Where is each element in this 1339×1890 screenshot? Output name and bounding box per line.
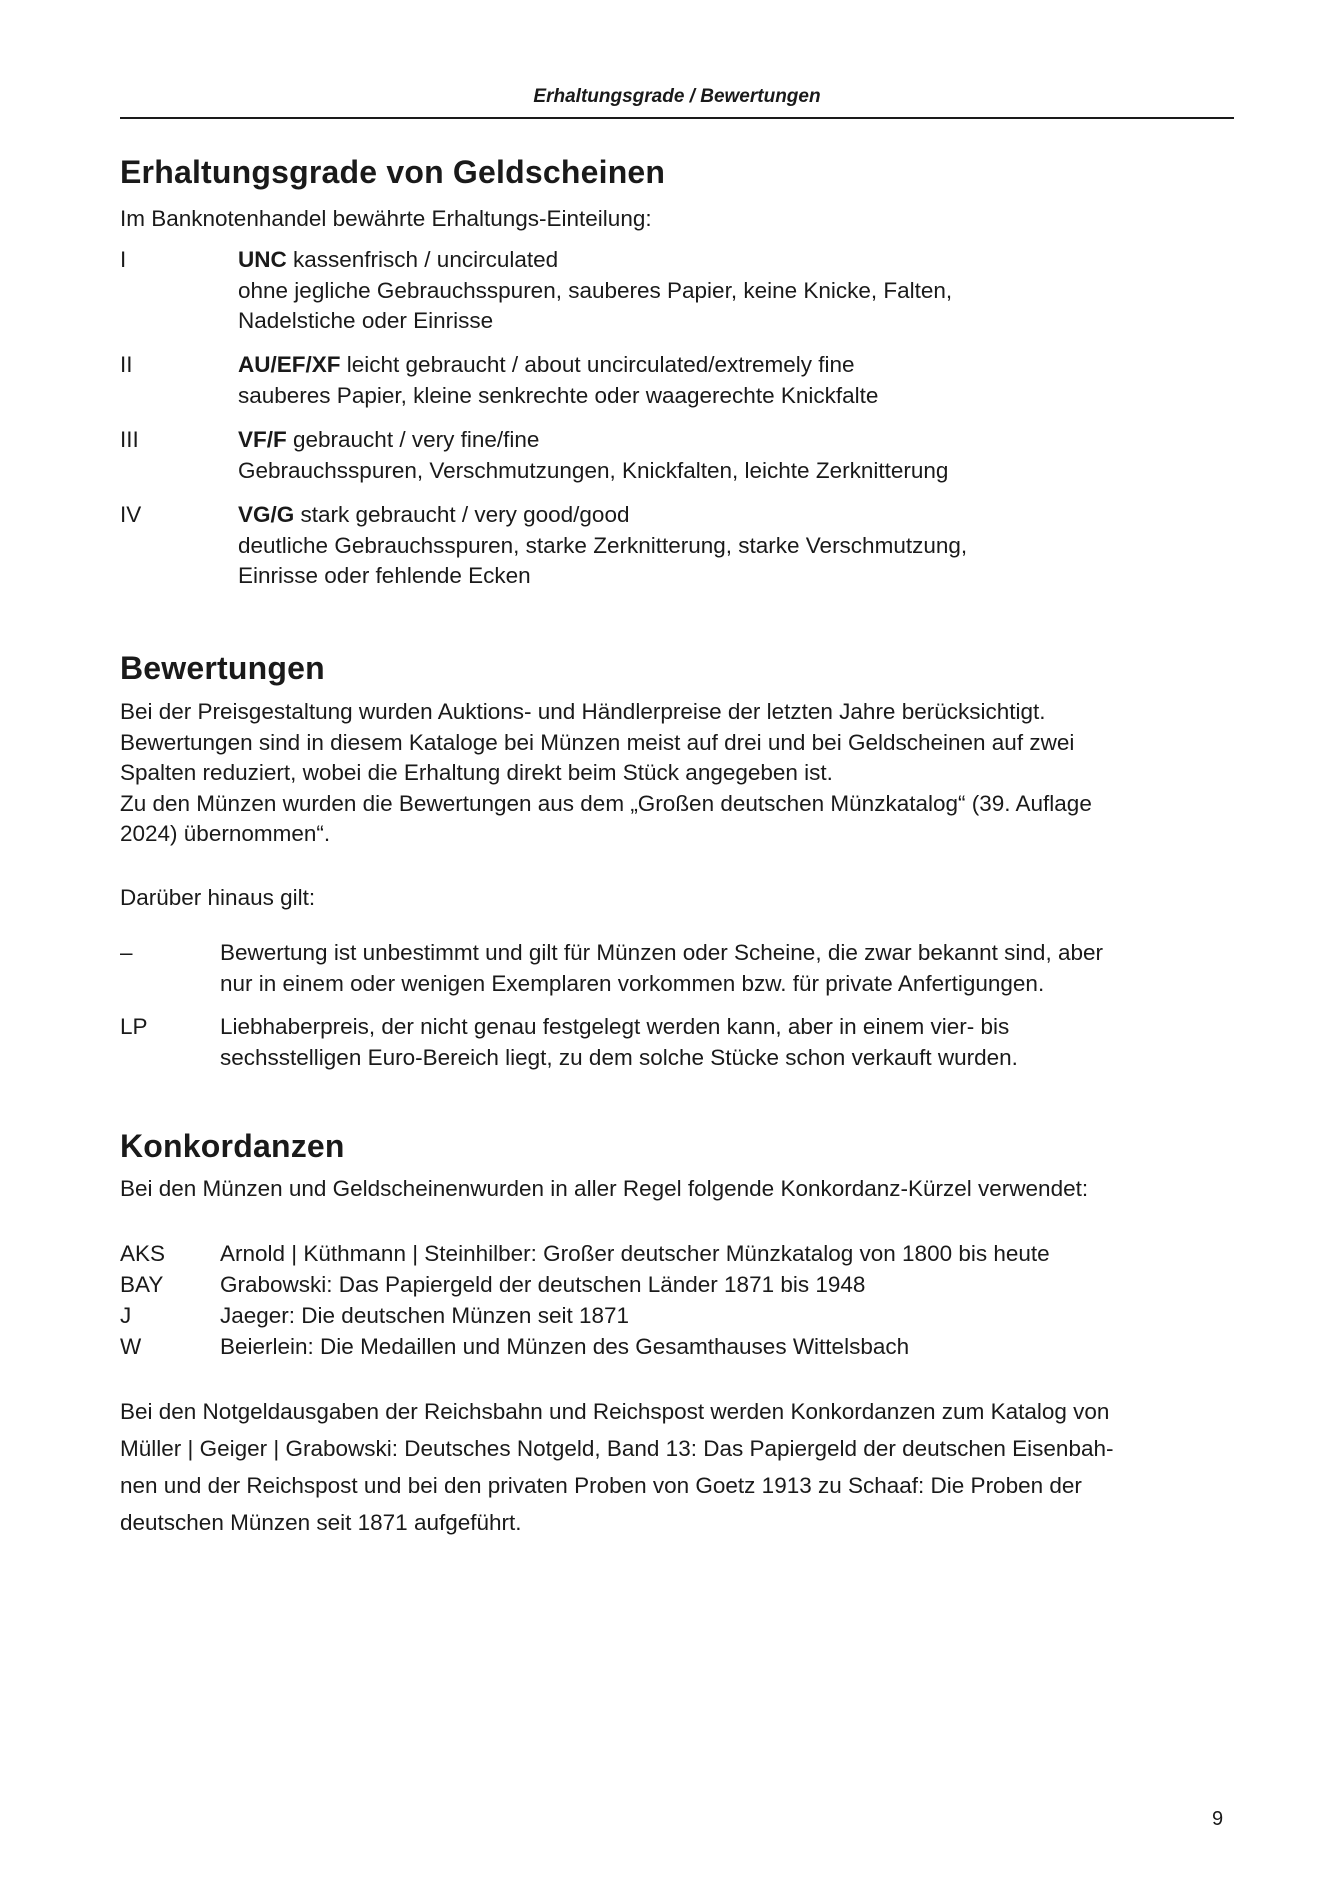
concordances-intro: Bei den Münzen und Geldscheinenwurden in aller Regel folgende Konkordanz-Kürzel verwendet: bbox=[120, 1176, 1089, 1201]
grade-code: VG/G bbox=[238, 502, 295, 527]
grade-number: III bbox=[120, 427, 139, 452]
grade-description: deutliche Gebrauchsspuren, starke Zerknitterung, starke Verschmutzung, bbox=[238, 532, 968, 558]
concordance-key: BAY bbox=[120, 1272, 164, 1297]
section-title-concordances: Konkordanzen bbox=[120, 1128, 345, 1164]
concordance-key: W bbox=[120, 1334, 142, 1359]
valuations-paragraph bbox=[120, 697, 1234, 850]
grade-description: sauberes Papier, kleine senkrechte oder waagerechte Knickfalte bbox=[238, 382, 879, 408]
concordance-key: AKS bbox=[120, 1241, 166, 1266]
definition-key: – bbox=[120, 940, 133, 965]
definition-text: nur in einem oder wenigen Exemplaren vorkommen bzw. für private Anfertigungen. bbox=[220, 970, 1045, 996]
concordance-text: Beierlein: Die Medaillen und Münzen des Gesamthauses Wittelsbach bbox=[220, 1334, 910, 1359]
paragraph-line: Bei den Notgeldausgaben der Reichsbahn und Reichspost werden Konkordanzen zum Katalog von bbox=[120, 1399, 1110, 1424]
running-header: Erhaltungsgrade / Bewertungen bbox=[533, 86, 821, 107]
grade-description: Nadelstiche oder Einrisse bbox=[238, 308, 494, 333]
definition-text: sechsstelligen Euro-Bereich liegt, zu dem solche Stücke schon verkauft wurden. bbox=[220, 1044, 1018, 1070]
grade-number: II bbox=[120, 352, 133, 377]
grade-description: Gebrauchsspuren, Verschmutzungen, Knickfalten, leichte Zerknitterung bbox=[238, 457, 949, 483]
concordances-closing bbox=[120, 1393, 1234, 1541]
concordance-row bbox=[120, 1300, 1234, 1331]
grades-intro: Im Banknotenhandel bewährte Erhaltungs-Einteilung: bbox=[120, 206, 652, 231]
concordance-row bbox=[120, 1238, 1234, 1269]
grade-label: stark gebraucht / very good/good bbox=[294, 502, 630, 527]
grade-code: VF/F bbox=[238, 427, 287, 452]
definition-text: Liebhaberpreis, der nicht genau festgelegt werden kann, aber in einem vier- bis bbox=[220, 1014, 1010, 1039]
section-title-grades: Erhaltungsgrade von Geldscheinen bbox=[120, 154, 666, 190]
paragraph-line: Bei der Preisgestaltung wurden Auktions- und Händlerpreise der letzten Jahre berücksichtigt. bbox=[120, 699, 1046, 724]
grade-label: kassenfrisch / uncirculated bbox=[286, 247, 559, 272]
paragraph-line: nen und der Reichspost und bei den privaten Proben von Goetz 1913 zu Schaaf: Die Proben der bbox=[120, 1473, 1082, 1498]
beyond-label: Darüber hinaus gilt: bbox=[120, 885, 316, 910]
concordance-list bbox=[120, 1238, 1234, 1362]
concordance-text: Grabowski: Das Papiergeld der deutschen Länder 1871 bis 1948 bbox=[220, 1272, 866, 1297]
grade-label: gebraucht / very fine/fine bbox=[286, 427, 540, 452]
paragraph-line: Spalten reduziert, wobei die Erhaltung direkt beim Stück angegeben ist. bbox=[120, 760, 833, 785]
grade-number: I bbox=[120, 247, 127, 272]
paragraph-line: deutschen Münzen seit 1871 aufgeführt. bbox=[120, 1510, 522, 1535]
grade-description: Einrisse oder fehlende Ecken bbox=[238, 563, 531, 588]
paragraph-line: Müller | Geiger | Grabowski: Deutsches Notgeld, Band 13: Das Papiergeld der deutschen Eisenbah- bbox=[120, 1436, 1114, 1461]
page-number: 9 bbox=[1212, 1808, 1224, 1830]
definition-text: Bewertung ist unbestimmt und gilt für Münzen oder Scheine, die zwar bekannt sind, aber bbox=[220, 940, 1103, 965]
concordance-row bbox=[120, 1269, 1234, 1300]
header-rule bbox=[120, 117, 1234, 119]
grade-description: ohne jegliche Gebrauchsspuren, sauberes Papier, keine Knicke, Falten, bbox=[238, 277, 953, 303]
section-title-valuations: Bewertungen bbox=[120, 650, 325, 686]
grade-number: IV bbox=[120, 502, 142, 527]
concordance-row bbox=[120, 1331, 1234, 1362]
grade-code: UNC bbox=[238, 247, 287, 272]
definition-key: LP bbox=[120, 1014, 148, 1039]
paragraph-line: 2024) übernommen“. bbox=[120, 821, 331, 846]
grade-code: AU/EF/XF bbox=[238, 352, 341, 377]
grade-label: leicht gebraucht / about uncirculated/extremely fine bbox=[340, 352, 855, 377]
concordance-text: Jaeger: Die deutschen Münzen seit 1871 bbox=[220, 1303, 630, 1328]
paragraph-line: Zu den Münzen wurden die Bewertungen aus dem „Großen deutschen Münzkatalog“ (39. Auflage bbox=[120, 790, 1092, 816]
concordance-text: Arnold | Küthmann | Steinhilber: Großer deutscher Münzkatalog von 1800 bis heute bbox=[220, 1241, 1050, 1266]
concordance-key: J bbox=[120, 1303, 132, 1328]
paragraph-line: Bewertungen sind in diesem Kataloge bei Münzen meist auf drei und bei Geldscheinen auf zwei bbox=[120, 729, 1075, 755]
